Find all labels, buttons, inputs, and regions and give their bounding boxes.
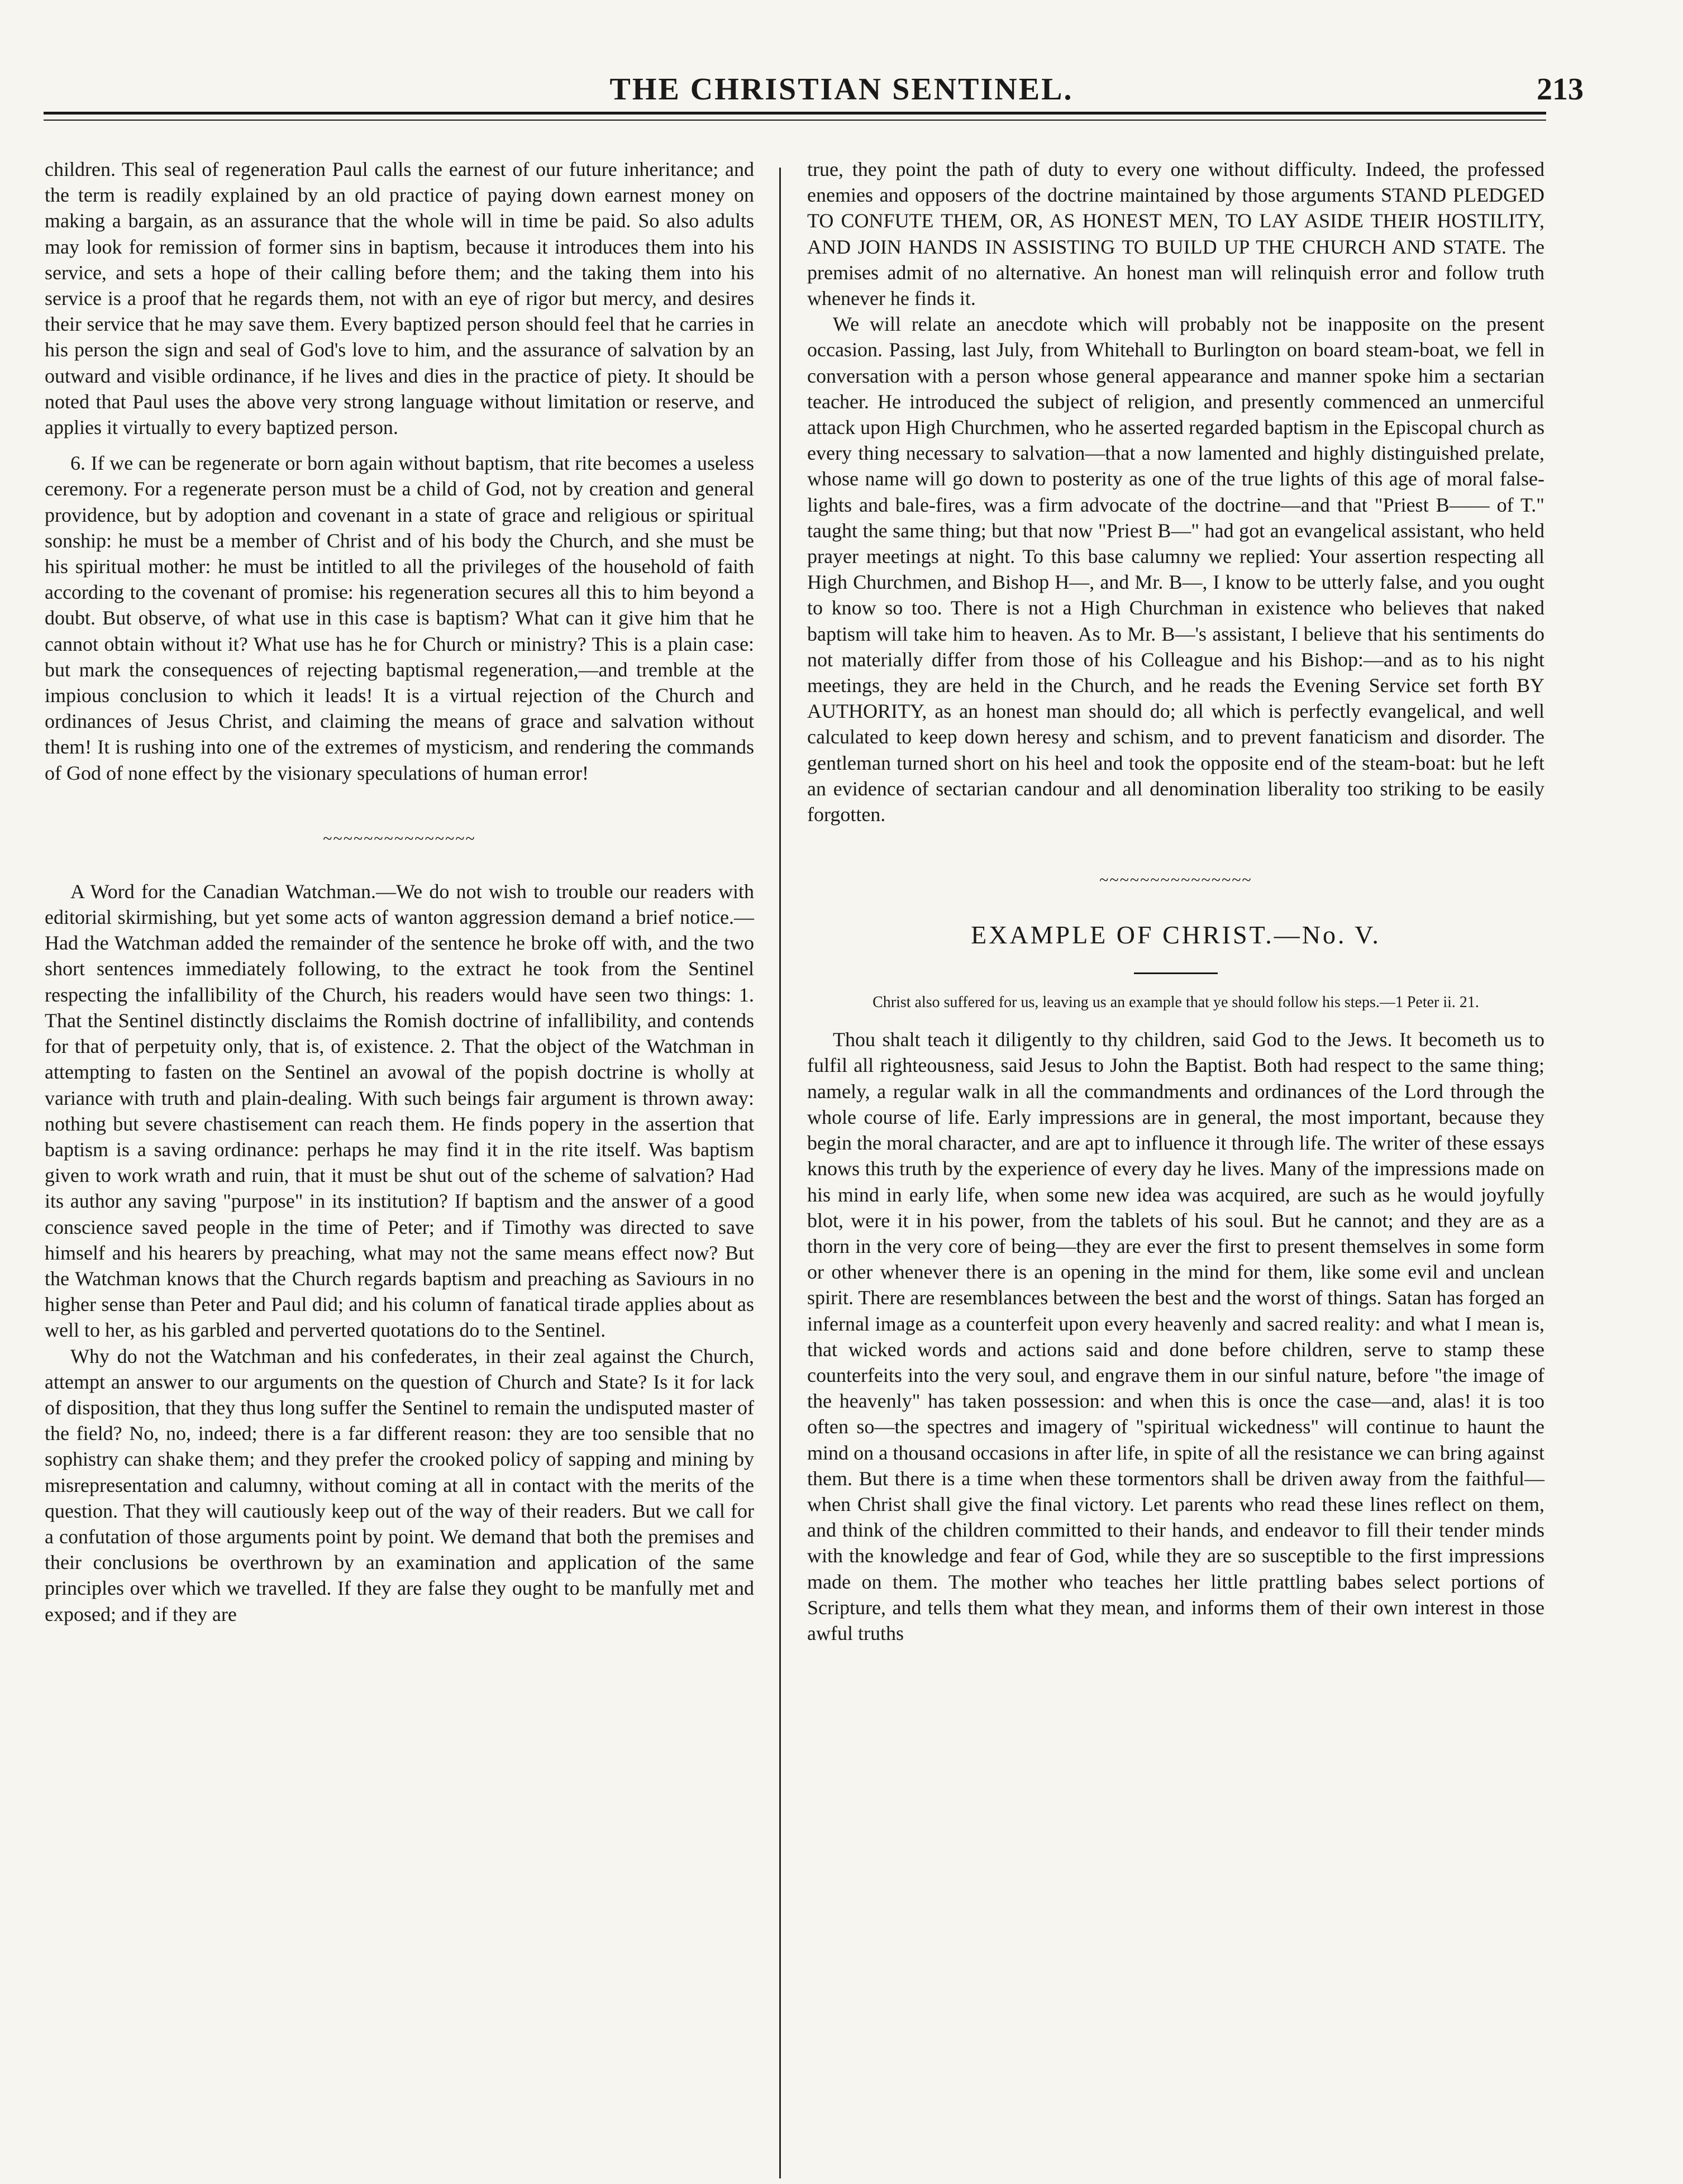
left-paragraph-canadian-watchman: A Word for the Canadian Watchman.—We do not wish to trouble our readers with editorial skirmishing, but yet some acts of wanton aggression demand a brief notice.—Had the Watchman added the remainder of the sentence he broke off with, and the two short sentences immediately following, to the extract he took from the Sentinel respecting the infallibility of the Church, his readers would have seen two things: 1. That the Sentinel distinctly disclaims the Romish doctrine of infallibility, and contends for that of perpetuity only, that is, of existence. 2. That the object of the Watchman in attempting to fasten on the Sentinel an avowal of the popish doctrine is wholly at variance with truth and plain-dealing. With such beings fair argument is thrown away: nothing but severe chastisement can reach them. He finds popery in the assertion that baptism is a saving ordinance: perhaps he may find it in the rite itself. Was baptism given to work wrath and ruin, that it must be shut out of the scheme of salvation? Had its author any saving "purpose" in its institution? If baptism and the answer of a good conscience saved people in the time of Peter; and if Timothy was directed to save himself and his hearers by preaching, what may not the same means effect now? But the Watchman knows that the Church regards baptism and preaching as Saviours in no higher sense than Peter and Paul did; and his column of fanatical tirade applies about as well to her, as his garbled and perverted quotations do to the Sentinel. — [45, 880, 754, 1342]
title-rule — [1134, 972, 1218, 974]
left-paragraph-useless-ceremony: 6. If we can be regenerate or born again without baptism, that rite becomes a useless ceremony. For a regenerate person must be a child of God, not by creation and general providence, but by adoption and covenant in a state of grace and religious or spiritual sonship: he must be a member of Christ and of his body the Church, and she must be his spiritual mother: he must be intitled to all the privileges of the household of faith according to the covenant of promise: his regeneration secures all this to him beyond a doubt. But observe, of what use in this case is baptism? What can it give him that he cannot obtain without it? What use has he for Church or ministry? This is a plain case: but mark the consequences of rejecting baptismal regeneration,—and tremble at the impious conclusion to which it leads! It is a virtual rejection of the Church and ordinances of Jesus Christ, and claiming the means of grace and salvation without them! It is rushing into one of the extremes of mysticism, and rendering the commands of God of none effect by the visionary speculations of human error! — [45, 452, 754, 784]
left-paragraph-baptism-seal: children. This seal of regeneration Paul calls the earnest of our future inheritance; and the term is readily explained by an old practice of paying down earnest money on making a bargain, as an assurance that the whole will in time be paid. So also adults may look for remission of former sins in baptism, because it introduces them into his service, and sets a hope of their calling before them; and the taking them into his service is a proof that he regards them, not with an eye of rigor but mercy, and desires their service that he may save them. Every baptized person should feel that he carries in his person the sign and seal of God's love to him, and the assurance of salvation by an outward and visible ordinance, if he lives and dies in the practice of piety. It should be noted that Paul uses the above very strong language without limitation or reserve, and applies it virtually to every baptized person. — [45, 158, 754, 439]
page-number: 213 — [1537, 72, 1584, 107]
left-paragraph-church-and-state: Why do not the Watchman and his confederates, in their zeal against the Church, attempt an answer to our arguments on the question of Church and State? Is it for lack of disposition, that they thus long suffer the Sentinel to remain the undisputed master of the field? No, no, indeed; there is a far different reason: they are too sensible that no sophistry can shake them; and they prefer the crooked policy of sapping and mining by misrepresentation and calumny, without coming at all in contact with the merits of the question. That they will cautiously keep out of the way of their readers. But we call for a confutation of those arguments point by point. We demand that both the premises and their conclusions be overthrown by an examination and application of the same principles over which we travelled. If they are false they ought to be manfully met and exposed; and if they are — [45, 1344, 754, 1625]
section-ornament: ~~~~~~~~~~~~~~~ — [323, 829, 476, 848]
right-column — [807, 156, 1544, 1646]
right-paragraph-early-impressions: Thou shalt teach it diligently to thy children, said God to the Jews. It becometh us to fulfil all righteousness, said Jesus to John the Baptist. Both had respect to the same thing; namely, a regular walk in all the commandments and ordinances of the Lord through the whole course of life. Early impressions are in general, the most important, because they begin the moral character, and are apt to influence it through life. The writer of these essays knows this truth by the experience of every day he lives. Many of the impressions made on his mind in early life, when some new idea was acquired, are such as he would joyfully blot, were it in his power, from the tablets of his soul. But he cannot; and they are as a thorn in the very core of being—they are ever the first to present themselves in some form or other whenever there is an opening in the mind for them, like some evil and unclean spirit. There are resemblances between the best and the worst of things. Satan has forged an infernal image as a counterfeit upon every heavenly and sacred reality: and what I mean is, that wicked words and actions said and done before children, serve to stamp these counterfeits into the very soul, and engrave them in our sinful nature, before "the image of the heavenly" has taken possession: and when this is once the case—and, alas! it is too often so—the spectres and imagery of "spiritual wickedness" will continue to haunt the mind on a thousand occasions in after life, in spite of all the resistance we can bring against them. But there is a time when these tormentors shall be driven away from the faithful—when Christ shall give the final victory. Let parents who read these lines reflect on them, and think of the children committed to their hands, and endeavor to fill their tender minds with the knowledge and fear of God, while they are so susceptible to the first impressions made on them. The mother who teaches her little prattling babes select portions of Scripture, and tells them what they mean, and informs them of their own interest in those awful truths — [807, 1028, 1544, 1644]
article-title: EXAMPLE OF CHRIST.—No. V. — [971, 921, 1381, 950]
column-divider — [779, 168, 781, 2178]
right-paragraph-path-of-duty: true, they point the path of duty to every one without difficulty. Indeed, the professed enemies and opposers of the doctrine maintained by those arguments STAND PLEDGED TO CONFUTE THEM, OR, AS HONEST MEN, TO LAY ASIDE THEIR HOSTILITY, AND JOIN HANDS IN ASSISTING TO BUILD UP THE CHURCH AND STATE. The premises admit of no alternative. An honest man will relinquish error and follow truth whenever he finds it. — [807, 158, 1544, 310]
epigraph: Christ also suffered for us, leaving us an example that ye should follow his steps.—1 Peter ii. 21. — [873, 994, 1479, 1012]
section-ornament: ~~~~~~~~~~~~~~~ — [1099, 871, 1252, 890]
running-title: THE CHRISTIAN SENTINEL. — [609, 72, 1074, 107]
header-rule-top — [44, 112, 1546, 115]
right-paragraph-anecdote: We will relate an anecdote which will probably not be inapposite on the present occasion. Passing, last July, from Whitehall to Burlington on board steam-boat, we fell in conversation with a person whose general appearance and manner spoke him a sectarian teacher. He introduced the subject of religion, and presently commenced an unmerciful attack upon High Churchmen, who he asserted regarded baptism in the Episcopal church as every thing necessary to salvation—that a now lamented and highly distinguished prelate, whose name will go down to posterity as one of the true lights of this age of moral false-lights and bale-fires, was a firm advocate of the doctrine—and that "Priest B—— of T." taught the same thing; but that now "Priest B—" had got an evangelical assistant, who held prayer meetings at night. To this base calumny we replied: Your assertion respecting all High Churchmen, and Bishop H—, and Mr. B—, I know to be utterly false, and you ought to know so too. There is not a High Churchman in existence who believes that naked baptism will take him to heaven. As to Mr. B—'s assistant, I believe that his sentiments do not materially differ from those of his Colleague and his Bishop:—and as to his night meetings, they are held in the Church, and he reads the Evening Service set forth BY AUTHORITY, as an honest man should do; all which is perfectly evangelical, and well calculated to keep down heresy and schism, and to prevent fanaticism and disorder. The gentleman turned short on his heel and took the opposite end of the steam-boat: but he left an evidence of sectarian candour and all denomination liberality too striking to be easily forgotten. — [807, 313, 1544, 826]
header-rule-bottom — [44, 120, 1546, 121]
left-column — [45, 156, 754, 1627]
